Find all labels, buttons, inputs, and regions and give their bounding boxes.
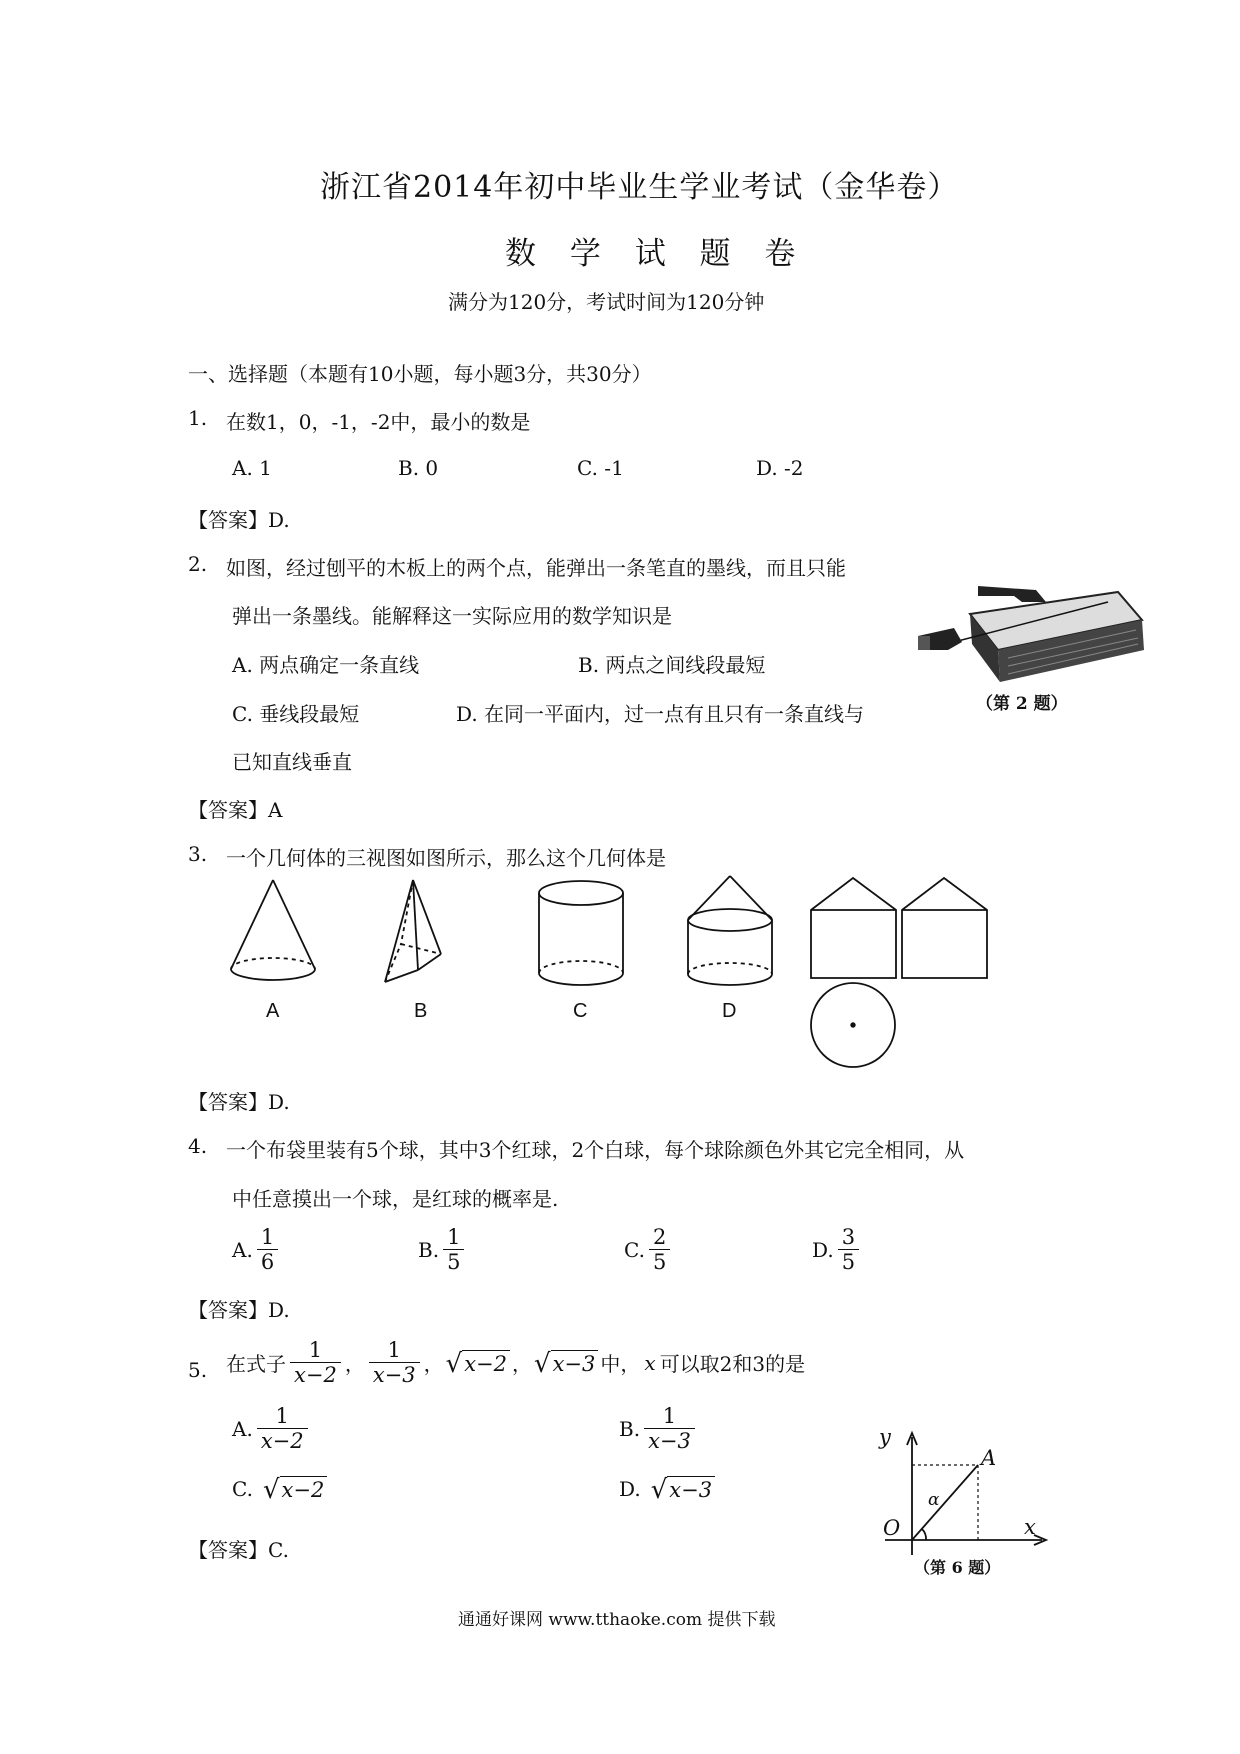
- q6-point-a-label: A: [981, 1446, 997, 1470]
- q2-option-d-line1: D. 在同一平面内，过一点有且只有一条直线与: [456, 702, 865, 726]
- q4-answer: 【答案】D.: [188, 1298, 290, 1322]
- exam-meta: 满分为120分，考试时间为120分钟: [448, 290, 765, 314]
- q2-stem-line2: 弹出一条墨线。能解释这一实际应用的数学知识是: [232, 604, 672, 628]
- q6-angle-label: α: [928, 1490, 940, 1510]
- q2-number: 2.: [188, 552, 208, 576]
- cylinder-shape: [539, 881, 623, 985]
- cone-shape: [231, 880, 315, 980]
- q4-stem-line1: 一个布袋里装有5个球，其中3个红球，2个白球，每个球除颜色外其它完全相同，从: [226, 1138, 965, 1162]
- q3-label-c: C: [573, 1000, 588, 1022]
- exam-subtitle: 数 学 试 题 卷: [505, 236, 808, 272]
- q6-figure: [870, 1425, 1065, 1575]
- section-heading: 一、选择题（本题有10小题，每小题3分，共30分）: [188, 362, 652, 386]
- q1-stem: 在数1，0，-1，-2中，最小的数是: [226, 410, 531, 434]
- q3-label-b: B: [414, 1000, 428, 1022]
- q5-stem: 在式子 $\frac{1}{x-2}$ ， $\frac{1}{x-3}$ ， √ x−2 ， √ x−3 中， x 可以取2和3的是: [226, 1338, 806, 1388]
- q3-answer: 【答案】D.: [188, 1090, 290, 1114]
- q4-stem-line2: 中任意摸出一个球，是红球的概率是.: [232, 1187, 559, 1211]
- pyramid-shape: [385, 880, 441, 982]
- q2-option-a: A. 两点确定一条直线: [232, 653, 420, 677]
- q5-option-b: B. $\frac{1}{x-3}$: [619, 1404, 699, 1453]
- q6-origin-label: O: [883, 1516, 901, 1540]
- q1-answer: 【答案】D.: [188, 508, 290, 532]
- q1-option-b: B. 0: [398, 456, 439, 480]
- q1-option-d: D. -2: [756, 456, 804, 480]
- q6-figure-caption: （第 6 题）: [914, 1558, 1001, 1577]
- q2-figure-caption: （第 2 题）: [976, 694, 1068, 714]
- q4-option-d: D. $\frac{3}{5}$: [812, 1225, 863, 1274]
- q4-number: 4.: [188, 1134, 208, 1158]
- q2-option-d-line2: 已知直线垂直: [232, 750, 352, 774]
- q6-axis-x-label: x: [1024, 1515, 1036, 1539]
- q6-axis-y-label: y: [879, 1425, 891, 1449]
- q1-number: 1.: [188, 406, 208, 430]
- q4-option-b: B. $\frac{1}{5}$: [418, 1225, 468, 1274]
- q3-figures: [225, 870, 1045, 1075]
- q2-option-c: C. 垂线段最短: [232, 702, 360, 726]
- q3-label-a: A: [266, 1000, 280, 1022]
- q2-stem-line1: 如图，经过刨平的木板上的两个点，能弹出一条笔直的墨线，而且只能: [226, 556, 846, 580]
- q5-answer: 【答案】C.: [188, 1538, 289, 1562]
- q5-option-a: A. $\frac{1}{x-2}$: [232, 1404, 312, 1453]
- q3-label-d: D: [722, 1000, 737, 1022]
- q4-option-a: A. $\frac{1}{6}$: [232, 1225, 282, 1274]
- q1-option-c: C. -1: [577, 456, 624, 480]
- q2-answer: 【答案】A: [188, 798, 283, 822]
- three-views: [811, 878, 987, 1067]
- page-footer: 通通好课网 www.tthaoke.com 提供下载: [458, 1610, 776, 1630]
- cone-cylinder-shape: [688, 876, 772, 985]
- q5-option-c: C. √ x−2: [232, 1476, 329, 1502]
- q4-option-c: C. $\frac{2}{5}$: [624, 1225, 674, 1274]
- q5-option-d: D. √ x−3: [619, 1476, 717, 1502]
- q1-option-a: A. 1: [232, 456, 272, 480]
- q3-number: 3.: [188, 842, 208, 866]
- q2-option-b: B. 两点之间线段最短: [578, 653, 766, 677]
- exam-title: 浙江省2014年初中毕业生学业考试（金华卷）: [320, 170, 959, 205]
- q3-stem: 一个几何体的三视图如图所示，那么这个几何体是: [226, 846, 666, 870]
- q5-number: 5.: [188, 1358, 208, 1382]
